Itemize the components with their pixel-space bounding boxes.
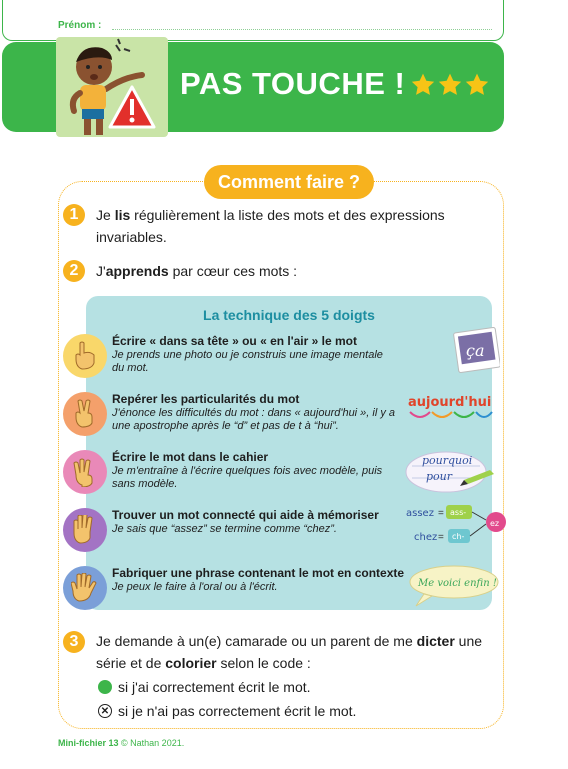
- legend-text: si je n'ai pas correctement écrit le mot.: [118, 703, 357, 719]
- footer-copyright: © Nathan 2021.: [121, 738, 185, 748]
- notebook-pencil-icon: [402, 442, 500, 500]
- page-title: PAS TOUCHE !: [180, 66, 406, 101]
- word-connection-icon: [406, 500, 504, 558]
- technique-row: [60, 508, 500, 558]
- step-number: 3: [63, 631, 85, 653]
- two-finger-hand-icon: [63, 392, 107, 436]
- legend-item-incorrect: [98, 703, 356, 719]
- technique-row-desc: Je peux le faire à l'oral ou à l'écrit.: [112, 581, 278, 593]
- three-finger-hand-icon: [63, 450, 107, 494]
- technique-row-desc: Je m'entraîne à l'écrire quelques fois avec modèle, puis sans modèle.: [112, 465, 383, 490]
- step-number: 2: [63, 260, 85, 282]
- svg-text:=: =: [438, 532, 444, 543]
- highlighted-word: aujourd'hui: [408, 395, 492, 410]
- technique-row-desc: Je sais que “assez” se termine comme “chez”.: [112, 523, 337, 535]
- technique-row: [60, 392, 500, 442]
- word-ez: ez: [490, 519, 500, 528]
- technique-row-title: Trouver un mot connecté qui aide à mémoriser: [112, 508, 379, 522]
- highlighted-word-icon: [402, 384, 500, 442]
- word-assez: assez: [406, 508, 434, 519]
- footer: [58, 738, 184, 748]
- prenom-input-line[interactable]: [112, 29, 492, 30]
- step-2-text: J'apprends par cœur ces mots :: [96, 263, 298, 279]
- one-finger-hand-icon: [63, 334, 107, 378]
- star-icon: [410, 72, 436, 98]
- speech-text: Me voici enfin !: [418, 578, 497, 589]
- photo-caption: ça: [466, 341, 485, 360]
- star-icon: [437, 72, 463, 98]
- four-finger-hand-icon: [63, 508, 107, 552]
- word-ass: ass-: [450, 508, 467, 517]
- technique-row: [60, 334, 500, 384]
- technique-title: La technique des 5 doigts: [203, 307, 375, 323]
- cross-circle-icon: ✕: [98, 704, 112, 718]
- how-to-heading: Comment faire ?: [204, 165, 374, 199]
- technique-row-title: Écrire le mot dans le cahier: [112, 450, 269, 464]
- svg-text:=: =: [438, 508, 444, 519]
- legend-item-correct: [98, 679, 311, 695]
- difficulty-stars: [410, 72, 490, 98]
- speech-bubble-icon: [402, 558, 500, 616]
- boy-warning-icon: [56, 37, 168, 137]
- photo-frame-icon: [402, 326, 500, 384]
- technique-row-desc: J'énonce les difficultés du mot : dans « aujourd'hui », il y a une apostrophe après le “d” et pas de t à “hui”.: [112, 407, 396, 432]
- notebook-word-1: pourquoi: [422, 454, 473, 467]
- word-chez: chez: [414, 532, 438, 543]
- technique-row-title: Fabriquer une phrase contenant le mot en contexte: [112, 566, 405, 580]
- five-finger-hand-icon: [63, 566, 107, 610]
- notebook-word-2: pour: [426, 470, 453, 483]
- legend-text: si j'ai correctement écrit le mot.: [118, 679, 311, 695]
- technique-row-title: Repérer les particularités du mot: [112, 392, 300, 406]
- star-icon: [464, 72, 490, 98]
- technique-row: [60, 450, 500, 500]
- step-number: 1: [63, 204, 85, 226]
- green-dot-icon: [98, 680, 112, 694]
- technique-row-title: Écrire « dans sa tête » ou « en l'air » le mot: [112, 334, 357, 348]
- step-3-text: Je demande à un(e) camarade ou un parent de me dicter une série et de colorier selon le code :: [96, 633, 483, 671]
- footer-code: Mini-fichier 13: [58, 738, 119, 748]
- technique-row-desc: Je prends une photo ou je construis une image mentale du mot.: [112, 349, 383, 374]
- technique-row: [60, 566, 500, 616]
- word-ch: ch-: [452, 532, 465, 541]
- step-1-text: Je lis régulièrement la liste des mots et des expressions invariables.: [96, 207, 445, 245]
- prenom-label: Prénom :: [58, 20, 102, 31]
